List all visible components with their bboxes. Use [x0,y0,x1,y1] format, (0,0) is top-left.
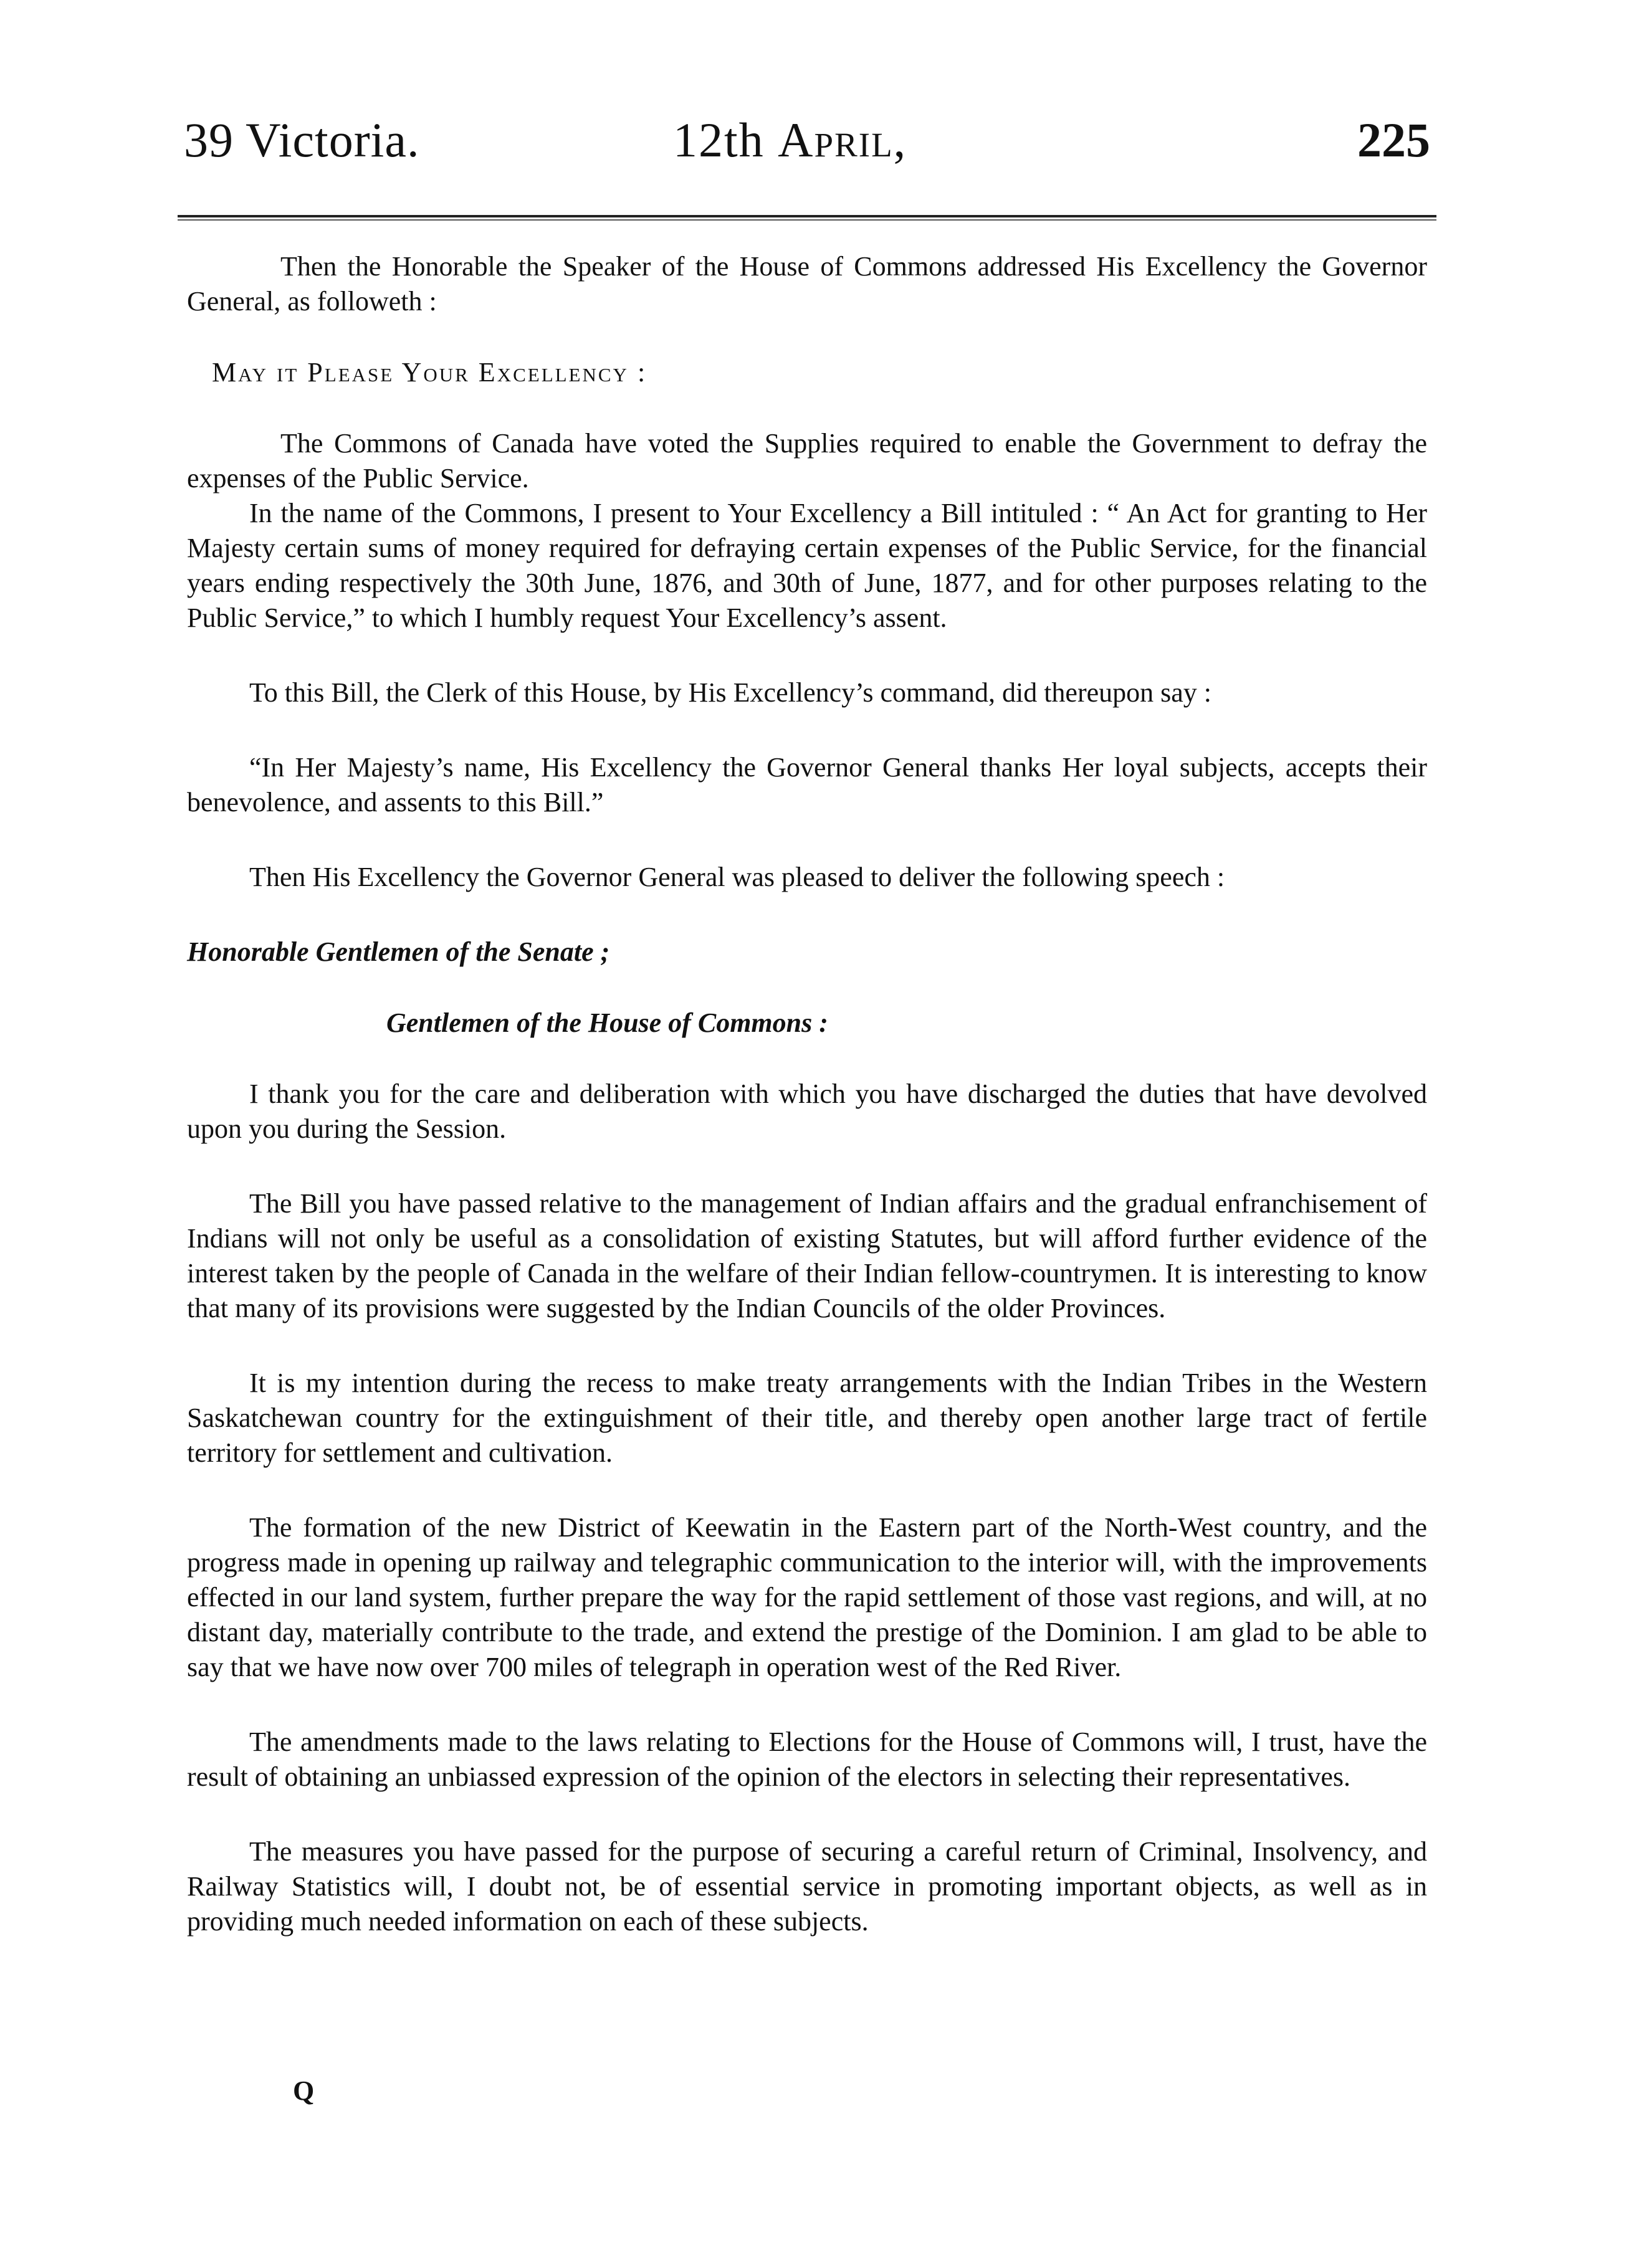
address-salutation: May it Please Your Excellency : [212,357,647,388]
page-header [184,112,1430,187]
paragraph-bill-presentation: In the name of the Commons, I present to Your Excellency a Bill intituled : “ An Act for granting to Her Majesty certain sums of money required for defraying certain expenses of the Public Service, for the financial years ending respectively the 30th June, 1876, and 30th of June, 1877, and for other purposes relating to the Public Service,” to which I humbly request Your Excellency’s assent. [187,498,1427,633]
paragraph-royal-assent: “In Her Majesty’s name, His Excellency the Governor General thanks Her loyal subjects, accepts their benevolence, and assents to this Bill.” [187,752,1427,817]
header-rule [178,215,1436,217]
paragraph-clerk: To this Bill, the Clerk of this House, by His Excellency’s command, did thereupon say : [249,677,1212,708]
paragraph-indian-affairs: The Bill you have passed relative to the management of Indian affairs and the gradual enfranchisement of Indians will not only be useful as a consolidation of existing Statutes, but will afford further evidence of the interest taken by the people of Canada in the welfare of their Indian fellow-countrymen. It is interesting to know that many of its provisions were suggested by the Indian Councils of the older Provinces. [187,1188,1427,1323]
running-head-month: April, [778,113,907,167]
speech-salutation-senate: Honorable Gentlemen of the Senate ; [187,936,610,967]
header-rule-secondary [178,219,1436,221]
paragraph-elections: The amendments made to the laws relating to Elections for the House of Commons will, I trust, have the result of obtaining an unbiassed expression of the opinion of the electors in selecting their representatives. [187,1727,1427,1792]
running-head-date [673,112,907,168]
paragraph-supplies: The Commons of Canada have voted the Supplies required to enable the Government to defray the expenses of the Public Service. [187,428,1427,493]
page-body [187,249,1427,1939]
paragraph-speaker-address: Then the Honorable the Speaker of the House of Commons addressed His Excellency the Governor General, as followeth : [187,251,1427,317]
paragraph-treaty: It is my intention during the recess to make treaty arrangements with the Indian Tribes in the Western Saskatchewan country for the extinguishment of their title, and thereby open another large tract of fertile territory for settlement and cultivation. [187,1368,1427,1468]
page-number: 225 [1357,113,1430,167]
running-head-day: 12th [673,113,778,167]
paragraph-keewatin: The formation of the new District of Keewatin in the Eastern part of the North-West country, and the progress made in opening up railway and telegraphic communication to the interior will, with the improvements effected in our land system, further prepare the way for the rapid settlement of those vast regions, and will, at no distant day, materially contribute to the trade, and extend the prestige of the Dominion. I am glad to be able to say that we have now over 700 miles of telegraph in operation west of the Red River. [187,1512,1427,1682]
running-head-session: 39 Victoria. [184,113,420,167]
signature-mark: Q [293,2075,315,2106]
paragraph-statistics: The measures you have passed for the purpose of securing a careful return of Criminal, Insolvency, and Railway Statistics will, I doubt not, be of essential service in promoting important objects, as well as in providing much needed information on each of these subjects. [187,1836,1427,1937]
speech-salutation-commons: Gentlemen of the House of Commons : [386,1008,828,1038]
paragraph-thanks: I thank you for the care and deliberation with which you have discharged the duties that have devolved upon you during the Session. [187,1079,1427,1144]
paragraph-speech-intro: Then His Excellency the Governor General was pleased to deliver the following speech : [249,862,1225,892]
